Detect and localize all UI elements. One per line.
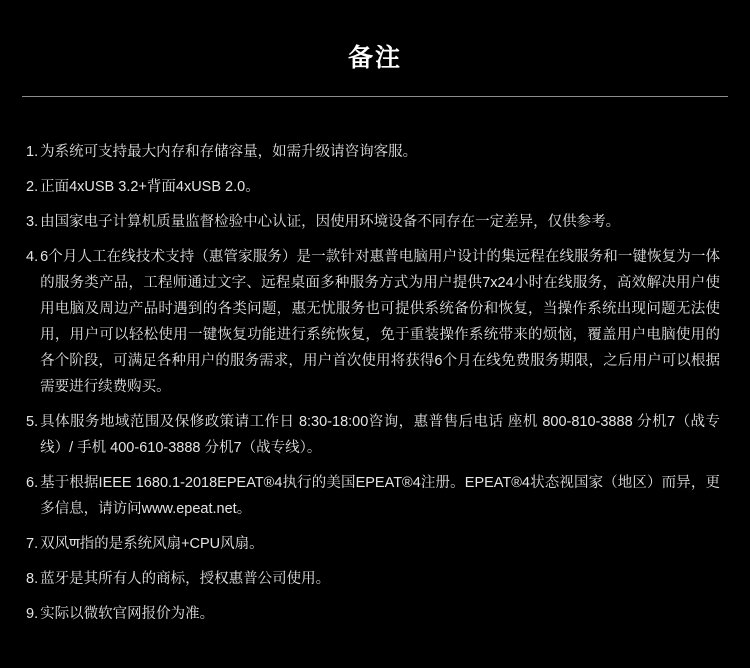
list-item-number: 8. <box>26 571 39 587</box>
list-item-number: 2. <box>26 179 39 195</box>
list-item <box>26 209 720 235</box>
list-item <box>26 139 720 165</box>
list-item <box>26 601 720 627</box>
list-item-text: 为系统可支持最大内存和存储容量，如需升级请咨询客服。 <box>40 144 418 160</box>
list-item-number: 5. <box>26 414 39 430</box>
list-item-number: 1. <box>26 144 39 160</box>
list-item-text: 实际以微软官网报价为准。 <box>40 606 215 622</box>
list-item-number: 6. <box>26 475 39 491</box>
page-title: 备注 <box>347 44 402 72</box>
list-item <box>26 174 720 200</box>
list-item <box>26 409 720 461</box>
list-item-text: 双风ण指的是系统风扇+CPU风扇。 <box>40 536 264 552</box>
list-item <box>26 566 720 592</box>
list-item-text: 6个月人工在线技术支持（惠管家服务）是一款针对惠普电脑用户设计的集远程在线服务和一键恢复为一体的服务类产品，工程师通过文字、远程桌面多种服务方式为用户提供7x24小时在线服务，高效解决用户使用电脑及周边产品时遇到的各类问题，惠无忧服务也可提供系统备份和恢复，当操作系统出现问题无法使用，用户可以轻松使用一键恢复功能进行系统恢复，免于重装操作系统带来的烦恼，覆盖用户电脑使用的各个阶段，可满足各种用户的服务需求，用户首次使用将获得6个月在线免费服务期限，之后用户可以根据需要进行续费购买。 <box>40 249 720 395</box>
list-item-number: 7. <box>26 536 39 552</box>
notes-list <box>22 139 728 627</box>
list-item-text: 由国家电子计算机质量监督检验中心认证，因使用环境设备不同存在一定差异，仅供参考。 <box>40 214 621 230</box>
list-item-number: 9. <box>26 606 39 622</box>
list-item-text: 蓝牙是其所有人的商标，授权惠普公司使用。 <box>40 571 331 587</box>
list-item-text: 具体服务地域范围及保修政策请工作日 8:30-18:00咨询，惠普售后电话 座机 800-810-3888 分机7（战专线）/ 手机 400-610-3888 分机7（战专线）。 <box>40 414 720 456</box>
list-item <box>26 244 720 400</box>
list-item-text: 基于根据IEEE 1680.1-2018EPEAT®4执行的美国EPEAT®4注册。EPEAT®4状态视国家（地区）而异，更多信息，请访问www.epeat.net。 <box>40 475 720 517</box>
list-item <box>26 531 720 557</box>
title-divider <box>22 96 728 97</box>
list-item <box>26 470 720 522</box>
list-item-text: 正面4xUSB 3.2+背面4xUSB 2.0。 <box>40 179 260 195</box>
list-item-number: 3. <box>26 214 39 230</box>
list-item-number: 4. <box>26 249 39 265</box>
